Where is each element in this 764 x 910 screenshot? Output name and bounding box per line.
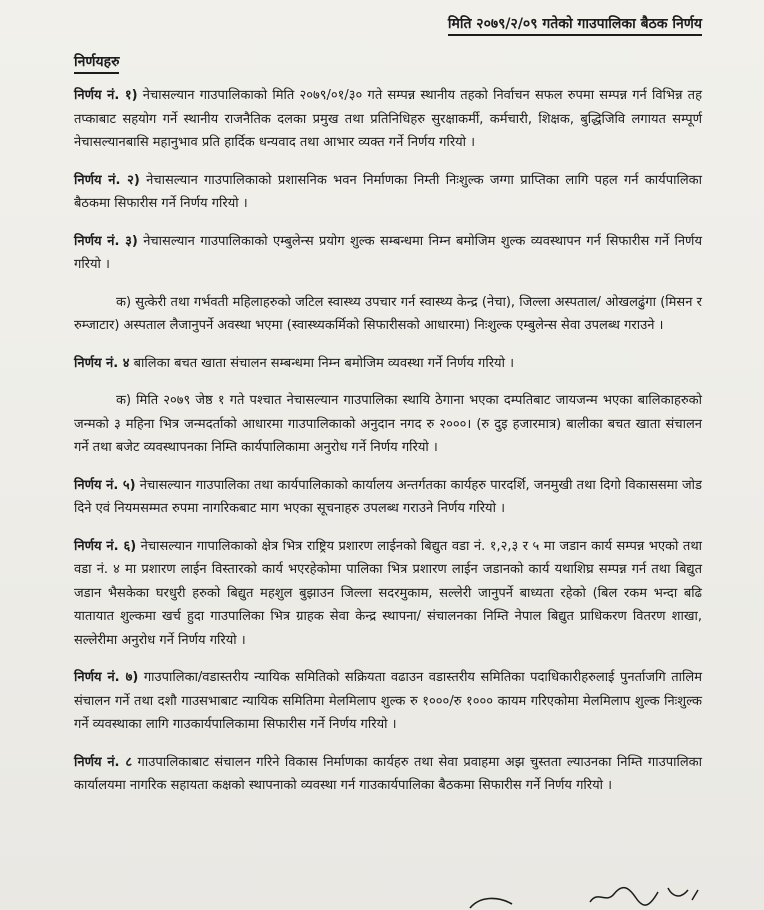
decision-4 (74, 352, 702, 376)
decision-7 (74, 666, 702, 737)
decision-label: निर्णय नं. ४ (74, 355, 130, 371)
section-heading: निर्णयहरु (74, 52, 119, 74)
decision-3-subitem-ka: क) सुत्केरी तथा गर्भवती महिलाहरुको जटिल स्वास्थ्य उपचार गर्न स्वास्थ्य केन्द्र (नेचा), जिल्ला अस्पताल/ ओखलढुंगा (मिसन र रुम्जाटार) अस्पताल लैजानुपर्ने अवस्था भएमा (स्वास्थ्यकर्मिको सिफारीसको आधारमा) निःशुल्क एम्बुलेन्स सेवा उपलब्ध गराउने । (74, 294, 702, 333)
decision-label: निर्णय नं. ३) (74, 233, 138, 249)
signature-icon (584, 882, 704, 908)
decision-text: नेचासल्यान गाउपालिकाको मिति २०७९/०१/३० गते सम्पन्न स्थानीय तहको निर्वाचन सफल रुपमा सम्पन्न गर्न विभिन्न तह तप्काबाट सहयोग गर्ने स्थानीय राजनैतिक दलका प्रमुख तथा प्रतिनिधिहरु सुरक्षाकर्मी, कर्मचारी, शिक्षक, बुद्धिजिवि लगायत सम्पूर्ण नेचासल्यानबासि महानुभाव प्रति हार्दिक धन्यवाद तथा आभार व्यक्त गर्ने निर्णय गरियो । (74, 88, 702, 150)
decision-text: गाउपालिकाबाट संचालन गरिने विकास निर्माणका कार्यहरु तथा सेवा प्रवाहमा अझ चुस्तता ल्याउनका निम्ति गाउपालिका कार्यालयमा नागरिक सहायता कक्षको स्थापनाको व्यवस्था गर्न गाउकार्यपालिका बैठकमा सिफारीस गर्ने निर्णय गरियो । (74, 754, 702, 793)
decision-5 (74, 474, 702, 521)
decision-3 (74, 230, 702, 277)
decision-label: निर्णय नं. २) (74, 172, 140, 188)
decision-text: नेचासल्यान गापालिकाको क्षेत्र भित्र राष्ट्रिय प्रशारण लाईनको बिद्युत वडा नं. १,२,३ र ५ मा जडान कार्य सम्पन्न भएको तथा वडा नं. ४ मा प्रशारण लाईन विस्तारको कार्य भएरहेकोमा पालिका भित्र प्रशारण लाईन जडानको कार्य यथाशिघ्र सम्पन्न गर्न तथा बिद्युत जडान भैसकेका घरधुरी हरुको बिद्युत महशुल बुझाउन जिल्ला सदरमुकाम, सल्लेरी जानुपर्ने बाध्यता रहेको (बिल रकम भन्दा बढि यातायात शुल्कमा खर्च हुदा गाउपालिका भित्र ग्राहक सेवा केन्द्र स्थापना/ संचालनका निम्ति नेपाल बिद्युत प्राधिकरण वितरण शाखा, सल्लेरीमा अनुरोध गर्ने निर्णय गरियो । (74, 538, 702, 648)
signature-mark-icon (468, 894, 528, 910)
decision-label: निर्णय नं. ८ (74, 754, 133, 770)
decision-label: निर्णय नं. ६) (74, 538, 137, 554)
decision-text: नेचासल्यान गाउपालिकाको प्रशासनिक भवन निर्माणका निम्ती निःशुल्क जग्गा प्राप्तिका लागि पहल गर्न कार्यपालिका बैठकमा सिफारीस गर्ने निर्णय गरियो । (74, 172, 703, 211)
decision-8 (74, 751, 702, 798)
decision-text: नेचासल्यान गाउपालिकाको एम्बुलेन्स प्रयोग शुल्क सम्बन्धमा निम्न बमोजिम शुल्क व्यवस्थापन गर्न सिफारीस गर्ने निर्णय गरियो । (74, 233, 702, 272)
decision-1 (74, 84, 702, 155)
document-title (74, 14, 702, 33)
decision-label: निर्णय नं. ७) (74, 670, 139, 685)
decision-text: नेचासल्यान गाउपालिका तथा कार्यपालिकाको कार्यालय अन्तर्गतका कार्यहरु पारदर्शि, जनमुखी तथा दिगो विकाससमा जोड दिने एवं नियमसम्मत रुपमा नागरिकबाट माग भएका सूचनाहरु उपलब्ध गराउने निर्णय गरियो । (74, 477, 702, 516)
decision-6 (74, 535, 702, 653)
decision-text: बालिका बचत खाता संचालन सम्बन्धमा निम्न बमोजिम व्यवस्था गर्ने निर्णय गरियो । (129, 355, 514, 371)
decision-text: गाउपालिका/वडास्तरीय न्यायिक समितिको सक्रियता वढाउन वडास्तरीय समितिका पदाधिकारीहरुलाई पुनर्ताजगि तालिम संचालन गर्ने तथा दशौ गाउसभाबाट न्यायिक समितिमा मेलमिलाप शुल्क रु १०००/रु १००० कायम गरिएकोमा मेलमिलाप शुल्क निःशुल्क गर्ने व्यवस्थाका लागि गाउकार्यपालिकामा सिफारीस गर्ने निर्णय गरियो । (74, 670, 702, 732)
decision-2 (74, 169, 702, 216)
decision-label: निर्णय नं. १) (74, 88, 138, 103)
document-title-text: मिति २०७९/२/०९ गतेको गाउपालिका बैठक निर्णय (448, 16, 702, 36)
decision-4-subitem-ka: क) मिति २०७९ जेष्ठ १ गते पश्चात नेचासल्यान गाउपालिका स्थायि ठेगाना भएका दम्पतिबाट जायजन्म भएका बालिकाहरुको जन्मको ३ महिना भित्र जन्मदर्ताको आधारमा गाउपालिकाको अनुदान नगद रु २०००। (रु दुइ हजारमात्र) बालीका बचत खाता संचालन गर्ने तथा बजेट व्यवस्थापनका निम्ति कार्यपालिकामा अनुरोध गर्ने निर्णय गरियो । (74, 393, 702, 455)
decision-label: निर्णय नं. ५) (74, 477, 136, 493)
